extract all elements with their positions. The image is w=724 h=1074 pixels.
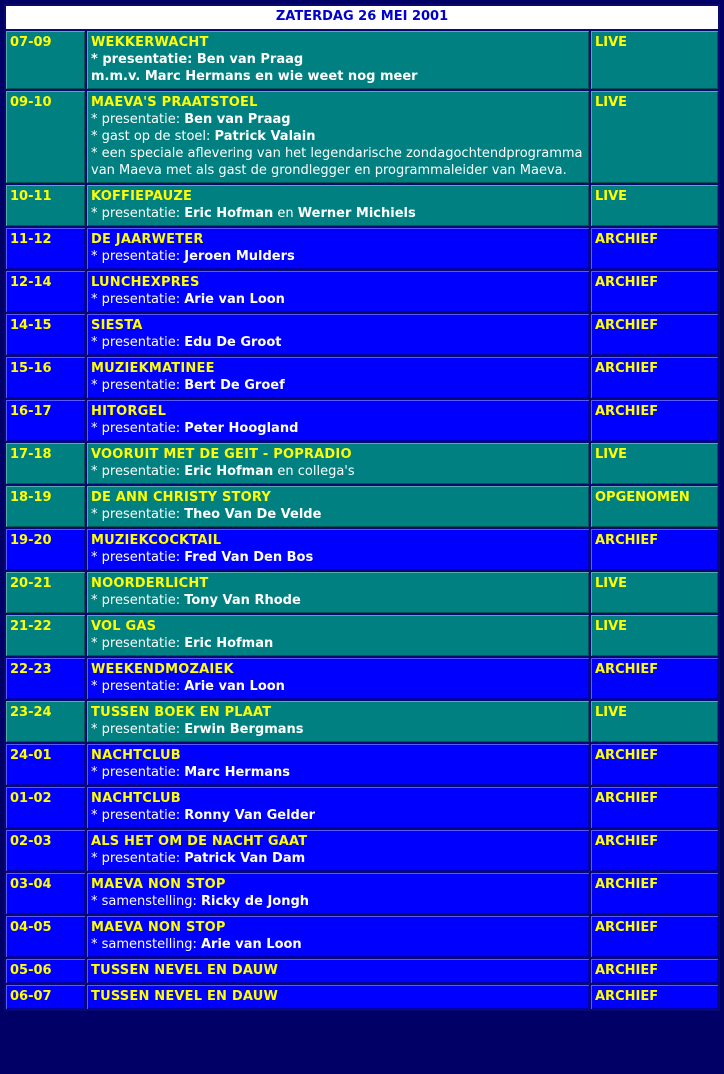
program-detail-line [91,128,585,145]
program-info [87,31,589,89]
program-title: MUZIEKMATINEE [91,361,215,376]
program-detail-line [91,764,585,781]
program-detail-line [91,248,585,265]
program-time: 12-14 [6,271,85,312]
program-title: MAEVA'S PRAATSTOEL [91,95,258,110]
program-status: ARCHIEF [591,873,718,914]
program-status: LIVE [591,31,718,89]
program-status: ARCHIEF [591,787,718,828]
detail-label: * presentatie: [91,378,185,393]
program-row [6,486,718,527]
program-status: ARCHIEF [591,916,718,957]
detail-label: * presentatie: [91,550,185,565]
program-title: NACHTCLUB [91,748,181,763]
program-row [6,959,718,983]
program-row [6,615,718,656]
detail-label: * presentatie: [91,808,185,823]
program-row [6,443,718,484]
program-detail-line [91,334,585,351]
program-time: 15-16 [6,357,85,398]
detail-label: * samenstelling: [91,937,201,952]
program-detail-line [91,549,585,566]
detail-name: Marc Hermans [184,765,291,780]
program-status: ARCHIEF [591,529,718,570]
detail-label: * presentatie: [91,421,185,436]
program-detail-line [91,721,585,738]
program-row [6,873,718,914]
detail-label: * samenstelling: [91,894,201,909]
program-title: LUNCHEXPRES [91,275,200,290]
program-detail-line [91,51,585,68]
program-title: ALS HET OM DE NACHT GAAT [91,834,308,849]
detail-name: Peter Hoogland [184,421,299,436]
detail-label: * presentatie: [91,851,185,866]
program-time: 11-12 [6,228,85,269]
detail-connector: en collega's [273,464,355,479]
program-row [6,400,718,441]
program-detail-line [91,635,585,652]
detail-name: Edu De Groot [184,335,282,350]
program-status: ARCHIEF [591,959,718,983]
program-time: 06-07 [6,985,85,1009]
program-time: 16-17 [6,400,85,441]
detail-label: * presentatie: [91,636,185,651]
program-time: 17-18 [6,443,85,484]
program-row [6,314,718,355]
detail-label: * gast op de stoel: [91,129,215,144]
schedule-body [6,6,718,1009]
detail-label: * presentatie: Ben van Praag [91,52,304,67]
program-row [6,985,718,1009]
program-detail-line [91,377,585,394]
detail-name: Werner Michiels [297,206,416,221]
program-row [6,701,718,742]
schedule-date-heading: ZATERDAG 26 MEI 2001 [6,6,718,29]
detail-label: * presentatie: [91,249,185,264]
program-detail-line [91,850,585,867]
program-detail-line [91,936,585,953]
program-time: 24-01 [6,744,85,785]
program-status: LIVE [591,615,718,656]
program-info [87,985,589,1009]
program-row [6,357,718,398]
program-title: SIESTA [91,318,143,333]
program-info [87,744,589,785]
program-time: 02-03 [6,830,85,871]
detail-label: * presentatie: [91,464,185,479]
detail-label: * presentatie: [91,335,185,350]
detail-name: Arie van Loon [200,937,302,952]
program-detail-line [91,145,585,179]
program-title: HITORGEL [91,404,167,419]
program-row [6,658,718,699]
program-time: 23-24 [6,701,85,742]
program-title: TUSSEN NEVEL EN DAUW [91,989,278,1004]
detail-name: Arie van Loon [184,679,285,694]
program-status: ARCHIEF [591,985,718,1009]
detail-label: * presentatie: [91,679,185,694]
program-time: 19-20 [6,529,85,570]
detail-label: * presentatie: [91,593,185,608]
program-info [87,185,589,226]
program-time: 10-11 [6,185,85,226]
detail-name: Arie van Loon [184,292,285,307]
program-time: 01-02 [6,787,85,828]
detail-name: Bert De Groef [184,378,285,393]
detail-name: Erwin Bergmans [184,722,304,737]
program-detail-line [91,205,585,222]
program-status: LIVE [591,701,718,742]
program-title: WEEKENDMOZAIEK [91,662,234,677]
program-row [6,185,718,226]
program-info [87,486,589,527]
detail-name: Ricky de Jongh [200,894,310,909]
program-row [6,787,718,828]
detail-label: * een speciale aflevering van het legendarische zondagochtendprogramma van Maeva met als gast de grondlegger en programmaleider van Maeva. [91,146,583,178]
program-title: NOORDERLICHT [91,576,209,591]
program-title: NACHTCLUB [91,791,181,806]
program-title: DE ANN CHRISTY STORY [91,490,271,505]
detail-label: * presentatie: [91,292,185,307]
program-row [6,271,718,312]
program-title: TUSSEN BOEK EN PLAAT [91,705,272,720]
program-status: ARCHIEF [591,744,718,785]
program-row [6,228,718,269]
detail-label: * presentatie: [91,112,185,127]
program-info [87,271,589,312]
program-status: OPGENOMEN [591,486,718,527]
program-title: DE JAARWETER [91,232,204,247]
program-time: 09-10 [6,91,85,183]
program-row [6,529,718,570]
program-status: LIVE [591,572,718,613]
program-detail-line [91,807,585,824]
program-info [87,959,589,983]
program-title: TUSSEN NEVEL EN DAUW [91,963,278,978]
detail-name: Patrick Van Dam [184,851,306,866]
detail-label: m.m.v. Marc Hermans en wie weet nog meer [91,69,418,84]
program-status: ARCHIEF [591,271,718,312]
program-detail-line [91,592,585,609]
program-title: VOORUIT MET DE GEIT - POPRADIO [91,447,352,462]
detail-name: Ben van Praag [184,112,291,127]
program-time: 03-04 [6,873,85,914]
program-detail-line [91,506,585,523]
program-row [6,31,718,89]
detail-label: * presentatie: [91,765,185,780]
program-detail-line [91,291,585,308]
program-time: 22-23 [6,658,85,699]
program-title: WEKKERWACHT [91,35,209,50]
program-info [87,443,589,484]
program-detail-line [91,111,585,128]
program-status: LIVE [591,91,718,183]
detail-label: * presentatie: [91,722,185,737]
program-row [6,744,718,785]
detail-name: Patrick Valain [214,129,316,144]
detail-name: Eric Hofman [184,464,274,479]
program-time: 14-15 [6,314,85,355]
program-info [87,400,589,441]
program-status: ARCHIEF [591,228,718,269]
program-time: 18-19 [6,486,85,527]
program-time: 05-06 [6,959,85,983]
program-status: ARCHIEF [591,658,718,699]
program-info [87,529,589,570]
schedule-header-row [6,6,718,29]
program-status: LIVE [591,185,718,226]
detail-connector: en [273,206,298,221]
program-info [87,916,589,957]
program-info [87,314,589,355]
program-time: 04-05 [6,916,85,957]
program-info [87,615,589,656]
program-detail-line [91,893,585,910]
detail-name: Jeroen Mulders [184,249,295,264]
program-info [87,357,589,398]
program-title: MAEVA NON STOP [91,877,226,892]
program-title: KOFFIEPAUZE [91,189,193,204]
program-info [87,873,589,914]
program-info [87,572,589,613]
program-info [87,830,589,871]
program-detail-line [91,463,585,480]
program-time: 20-21 [6,572,85,613]
program-row [6,916,718,957]
program-status: ARCHIEF [591,830,718,871]
program-row [6,91,718,183]
program-status: ARCHIEF [591,400,718,441]
program-detail-line [91,678,585,695]
detail-name: Theo Van De Velde [184,507,322,522]
program-time: 21-22 [6,615,85,656]
schedule-table [4,4,720,1011]
program-info [87,787,589,828]
program-info [87,91,589,183]
program-status: ARCHIEF [591,357,718,398]
detail-name: Eric Hofman [184,636,274,651]
program-info [87,658,589,699]
program-status: ARCHIEF [591,314,718,355]
detail-label: * presentatie: [91,507,185,522]
program-title: VOL GAS [91,619,157,634]
program-status: LIVE [591,443,718,484]
detail-name: Ronny Van Gelder [184,808,316,823]
program-row [6,830,718,871]
program-time: 07-09 [6,31,85,89]
program-detail-line [91,68,585,85]
program-info [87,701,589,742]
program-info [87,228,589,269]
program-title: MUZIEKCOCKTAIL [91,533,222,548]
program-title: MAEVA NON STOP [91,920,226,935]
detail-name: Fred Van Den Bos [184,550,314,565]
detail-name: Tony Van Rhode [184,593,301,608]
detail-name: Eric Hofman [184,206,274,221]
program-detail-line [91,420,585,437]
detail-label: * presentatie: [91,206,185,221]
program-row [6,572,718,613]
